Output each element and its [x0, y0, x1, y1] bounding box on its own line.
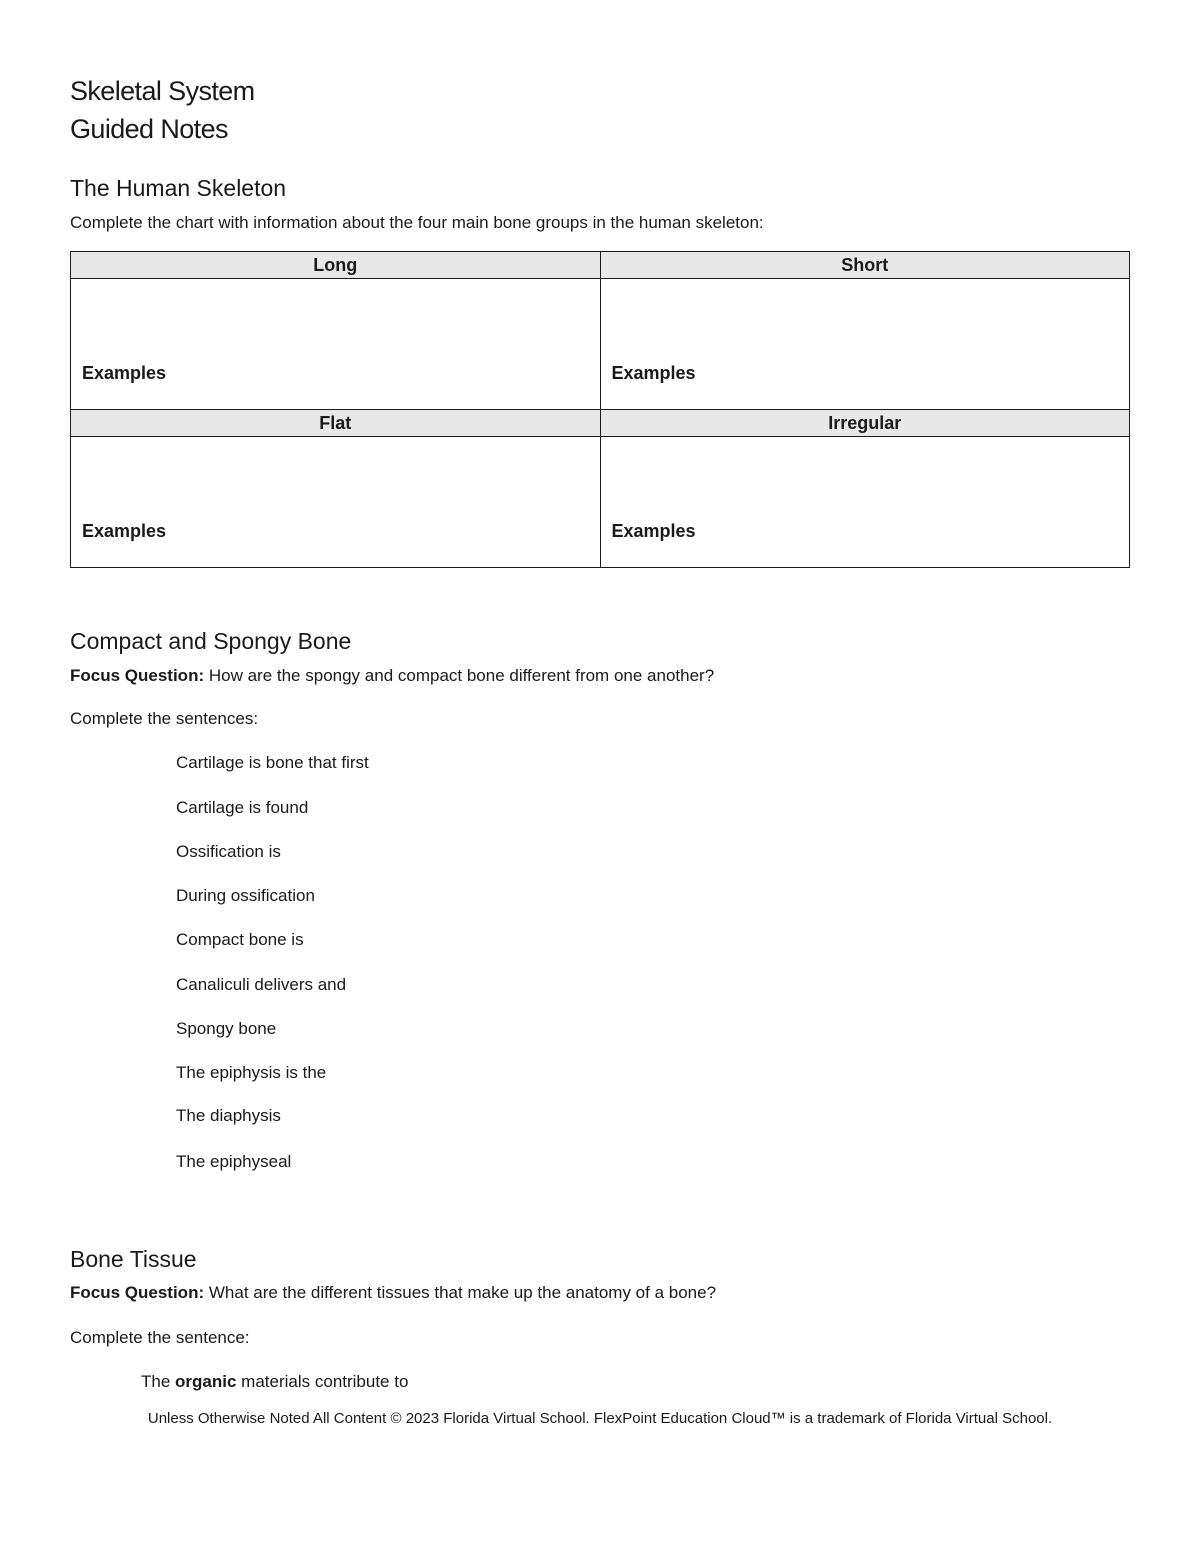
skeleton-instruction: Complete the chart with information about the four main bone groups in the human skeleton: [70, 213, 764, 232]
document-subtitle: Guided Notes [70, 114, 228, 144]
organic-sentence [141, 1373, 408, 1390]
sentence-prompt: Cartilage is bone that first [176, 753, 369, 772]
focus-question-label: Focus Question: [70, 1283, 205, 1302]
skeleton-heading: The Human Skeleton [70, 175, 287, 201]
sentence-prompt: Spongy bone [176, 1019, 277, 1038]
sentence-prompt: Cartilage is found [176, 798, 309, 817]
sentence-prompt: Ossification is [176, 842, 281, 861]
sentence-prompt: Compact bone is [176, 930, 304, 949]
sentence-prompt: The epiphyseal [176, 1152, 292, 1171]
bone-group-header-short: Short [600, 252, 1130, 279]
sentence-prompt: The epiphysis is the [176, 1063, 327, 1082]
bone-group-cell-irregular[interactable] [600, 437, 1130, 568]
sentence-start: The [141, 1372, 171, 1391]
sentence-bold-term: organic [175, 1372, 237, 1391]
examples-label: Examples [611, 363, 696, 383]
compact-spongy-heading: Compact and Spongy Bone [70, 628, 352, 654]
bone-group-cell-long[interactable] [71, 279, 601, 410]
examples-label: Examples [82, 521, 167, 541]
sentence-prompt: Canaliculi delivers and [176, 975, 347, 994]
sentence-prompt: During ossification [176, 886, 315, 905]
tissue-instruction: Complete the sentence: [70, 1328, 250, 1347]
bone-group-cell-short[interactable] [600, 279, 1130, 410]
copyright-footer: Unless Otherwise Noted All Content © 2023 Florida Virtual School. FlexPoint Education Cloud™ is a trademark of Florida Virtual School. [147, 1410, 1053, 1427]
sentence-prompt: The diaphysis [176, 1106, 281, 1125]
focus-question-text: What are the different tissues that make up the anatomy of a bone? [208, 1283, 717, 1302]
bone-tissue-heading: Bone Tissue [70, 1246, 197, 1272]
sentence-end: materials contribute to [241, 1372, 409, 1391]
compact-focus-question [70, 667, 714, 684]
focus-question-text: How are the spongy and compact bone different from one another? [208, 666, 715, 685]
bone-groups-table [70, 251, 1130, 568]
examples-label: Examples [82, 363, 167, 383]
bone-group-header-flat: Flat [71, 410, 601, 437]
tissue-focus-question [70, 1284, 716, 1301]
bone-group-header-long: Long [71, 252, 601, 279]
bone-group-header-irregular: Irregular [600, 410, 1130, 437]
examples-label: Examples [611, 521, 696, 541]
compact-instruction: Complete the sentences: [70, 709, 259, 728]
focus-question-label: Focus Question: [70, 666, 205, 685]
bone-group-cell-flat[interactable] [71, 437, 601, 568]
document-title: Skeletal System [70, 76, 255, 106]
